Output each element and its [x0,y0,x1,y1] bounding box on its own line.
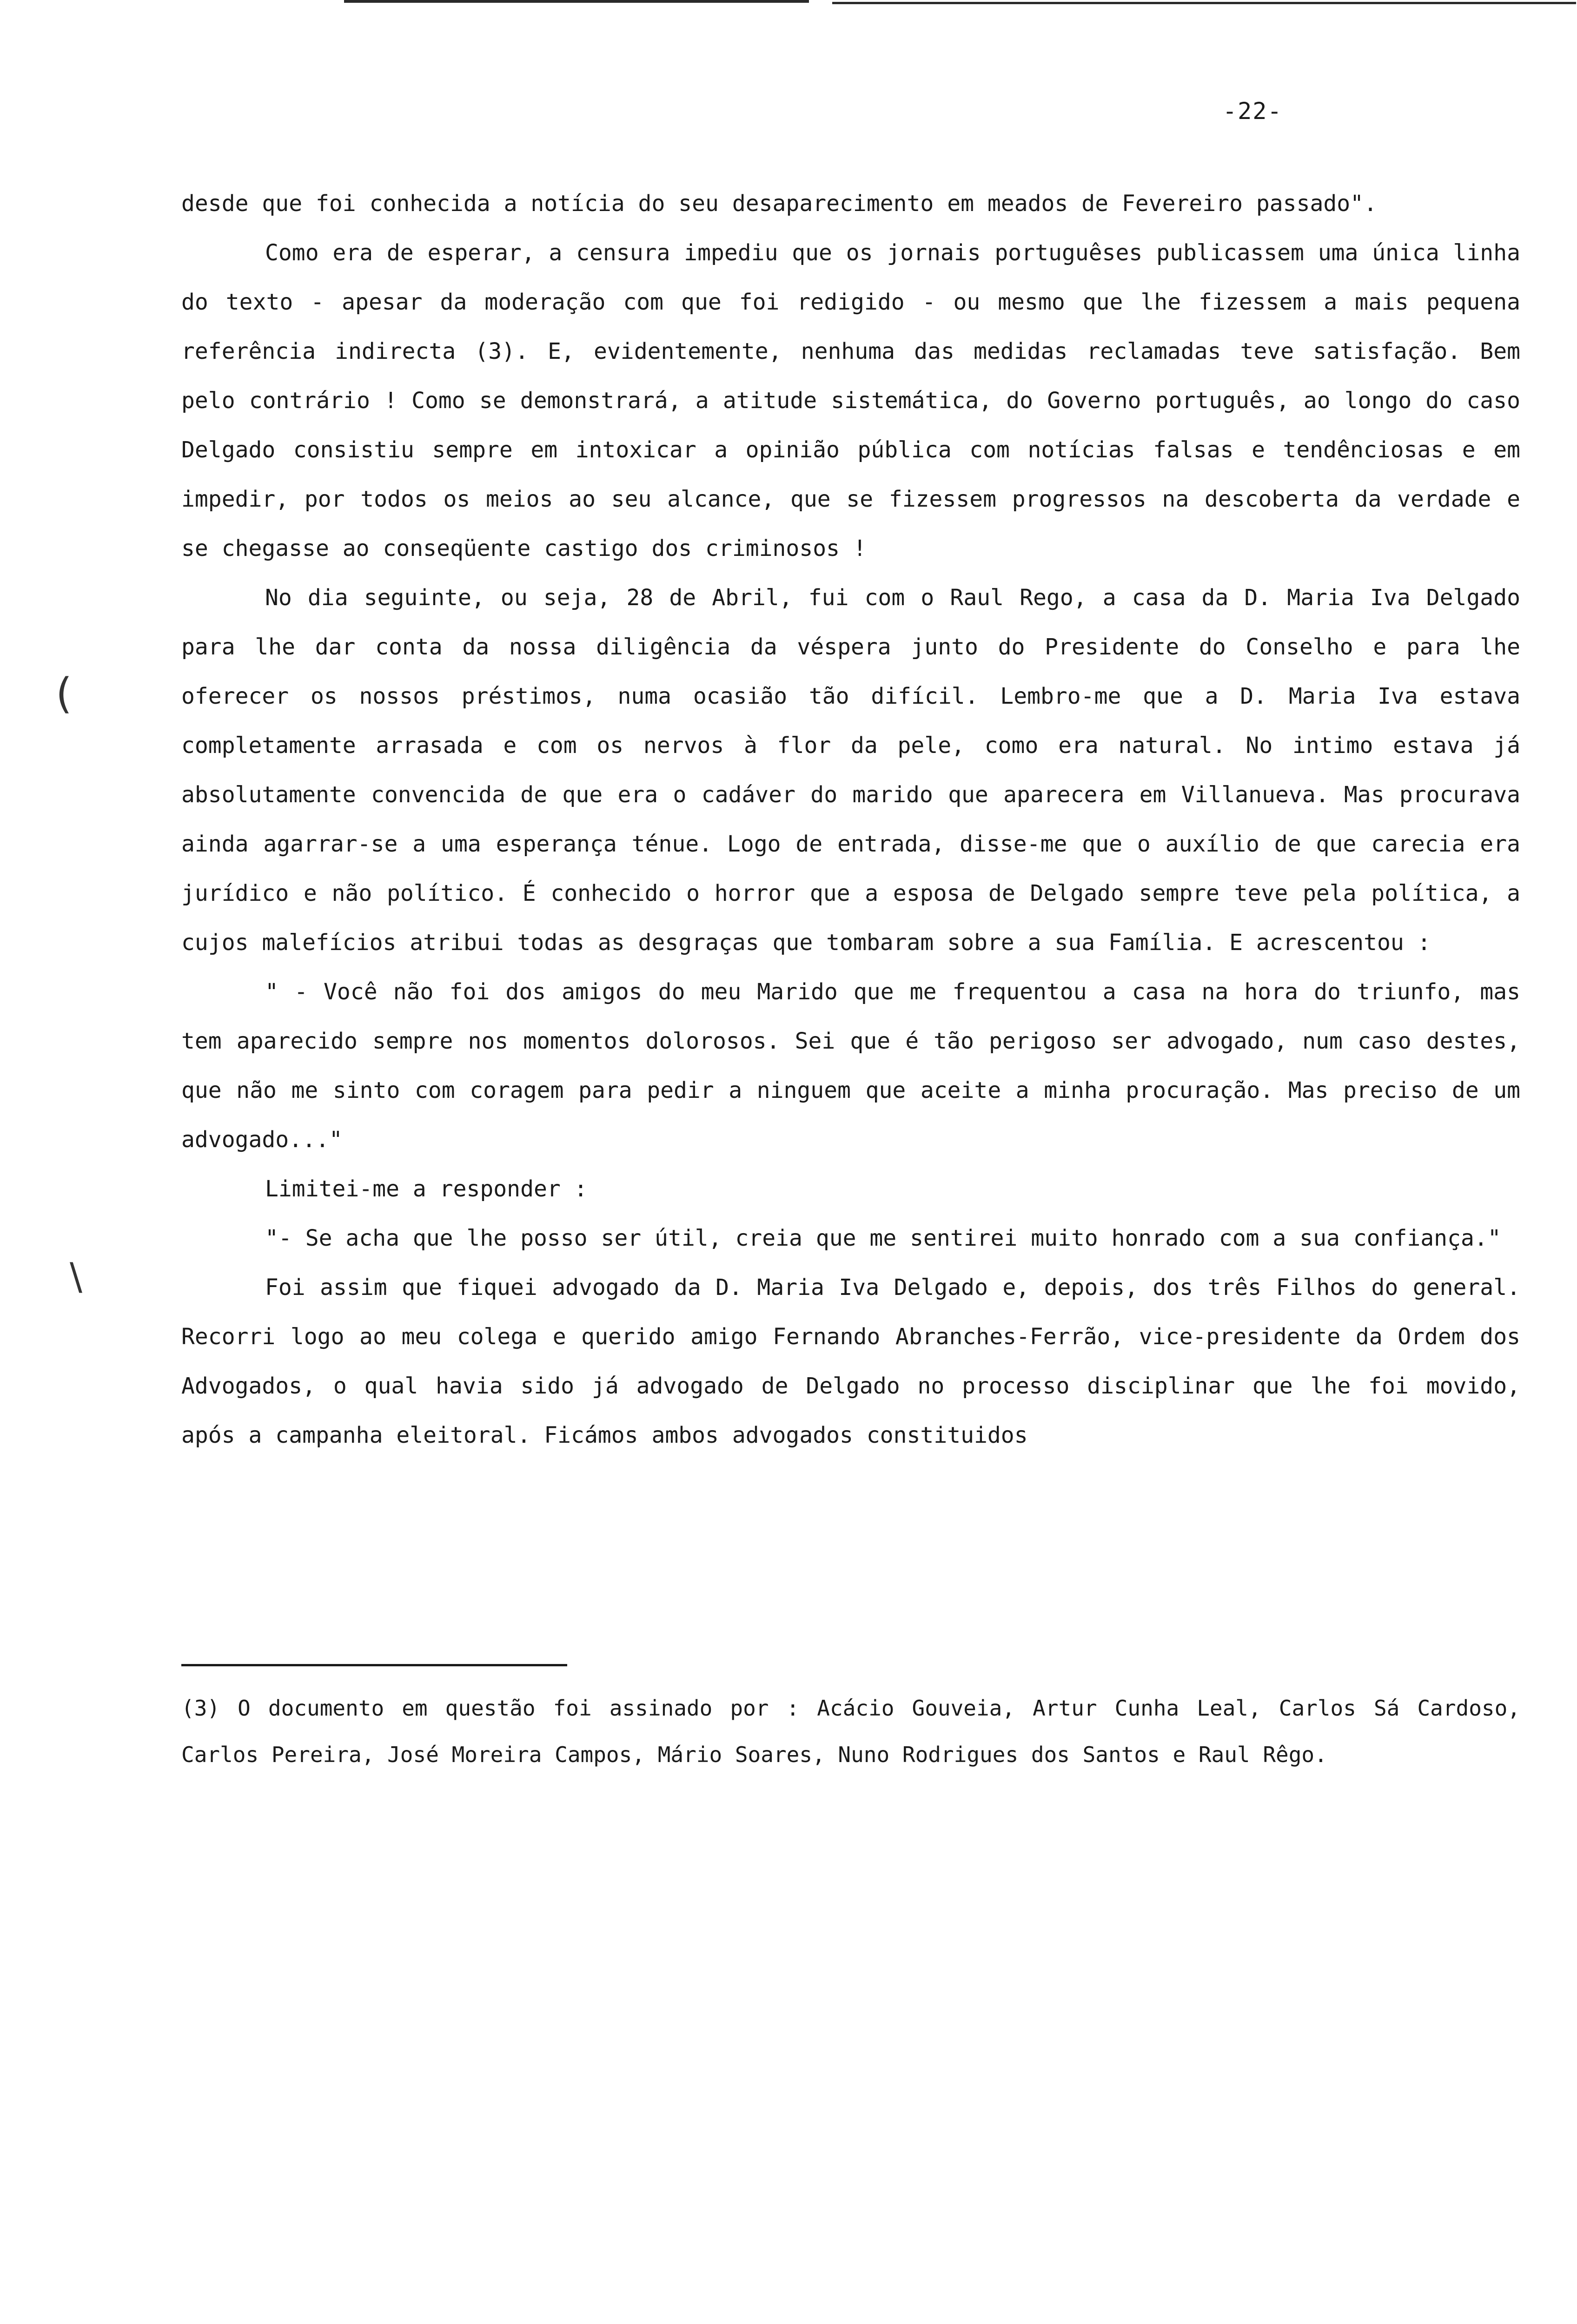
footnote-3: (3) O documento em questão foi assinado por : Acácio Gouveia, Artur Cunha Leal, Carlos Sá Cardoso, Carlos Pereira, José Moreira Campos, Mário Soares, Nuno Rodrigues dos Santos e Raul Rêgo. [181,1696,1520,1767]
page-number: -22- [1223,98,1283,125]
document-body [181,179,1520,1460]
scan-edge-line-right [832,2,1576,4]
paragraph-3: No dia seguinte, ou seja, 28 de Abril, fui com o Raul Rego, a casa da D. Maria Iva Delgado para lhe dar conta da nossa diligência da véspera junto do Presidente do Conselho e para lhe oferecer os nossos préstimos, numa ocasião tão difícil. Lembro-me que a D. Maria Iva estava completamente arrasada e com os nervos à flor da pele, como era natural. No intimo estava já absolutamente convencida de que era o cadáver do marido que aparecera em Villanueva. Mas procurava ainda agarrar-se a uma esperança ténue. Logo de entrada, disse-me que o auxílio de que carecia era jurídico e não político. É conhecido o horror que a esposa de Delgado sempre teve pela política, a cujos malefícios atribui todas as desgraças que tombaram sobre a sua Família. E acrescentou : [181,585,1520,956]
paragraph-7: Foi assim que fiquei advogado da D. Maria Iva Delgado e, depois, dos três Filhos do general. Recorri logo ao meu colega e querido amigo Fernando Abranches-Ferrão, vice-presidente da Ordem dos Advogados, o qual havia sido já advogado de Delgado no processo disciplinar que lhe foi movido, após a campanha eleitoral. Ficámos ambos advogados constituidos [181,1274,1520,1448]
scan-edge-line-left [344,0,809,3]
paragraph-1: desde que foi conhecida a notícia do seu desaparecimento em meados de Fevereiro passado". [181,191,1377,217]
margin-mark-bracket: ( [56,669,73,718]
paragraph-2: Como era de esperar, a censura impediu que os jornais portuguêses publicassem uma única linha do texto - apesar da moderação com que foi redigido - ou mesmo que lhe fizessem a mais pequena referência indirecta (3). E, evidentemente, nenhuma das medidas reclamadas teve satisfação. Bem pelo contrário ! Como se demonstrará, a atitude sistemática, do Governo português, ao longo do caso Delgado consistiu sempre em intoxicar a opinião pública com notícias falsas e tendênciosas e em impedir, por todos os meios ao seu alcance, que se fizessem progressos na descoberta da verdade e se chegasse ao conseqüente castigo dos criminosos ! [181,240,1520,561]
margin-mark-tick: \ [70,1255,82,1298]
footnote-divider [181,1664,567,1666]
footnote [181,1685,1520,1778]
paragraph-5: Limitei-me a responder : [265,1176,588,1202]
paragraph-4-quote: " - Você não foi dos amigos do meu Marido que me frequentou a casa na hora do triunfo, mas tem aparecido sempre nos momentos dolorosos. Sei que é tão perigoso ser advogado, num caso destes, que não me sinto com coragem para pedir a ninguem que aceite a minha procuração. Mas preciso de um advogado..." [181,979,1520,1153]
paragraph-6-quote: "- Se acha que lhe posso ser útil, creia que me sentirei muito honrado com a sua confiança." [265,1225,1501,1251]
